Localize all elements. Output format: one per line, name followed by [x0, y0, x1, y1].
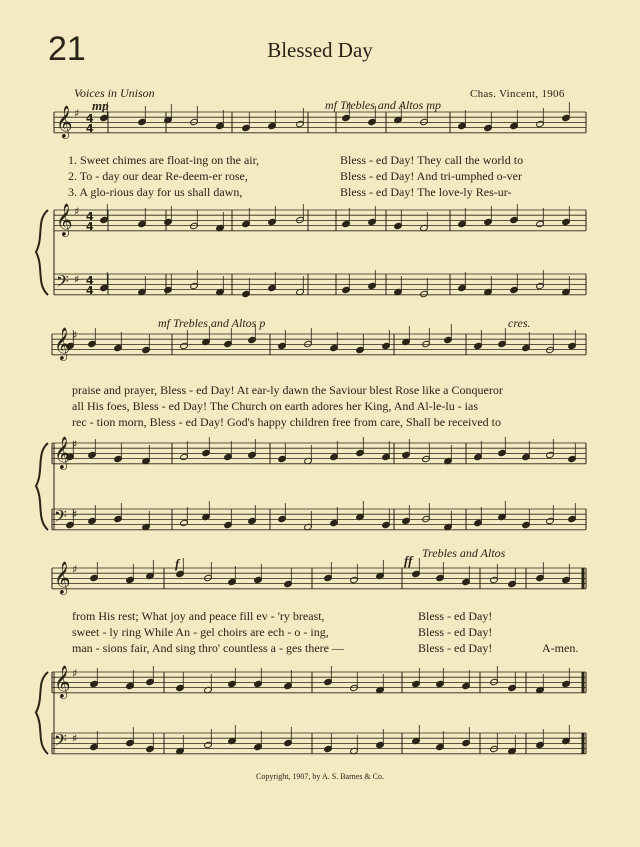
dynamic-mp: mp: [92, 98, 109, 113]
lyric-s3-v1a: from His rest; What joy and peace fill ev - 'ry breast,: [72, 609, 325, 623]
lyric-s2-v1: praise and prayer, Bless - ed Day! At ear-ly dawn the Saviour blest Rose like a Conqueror: [72, 383, 503, 397]
time-signature: 4: [86, 274, 94, 287]
lyric-s1-v1b: Bless - ed Day! They call the world to: [340, 153, 524, 167]
treble-clef-icon: 𝄞: [56, 203, 73, 236]
treble-clef-icon: 𝄞: [54, 665, 71, 698]
sharp-icon: ♯: [72, 667, 78, 680]
sharp-icon: ♯: [72, 732, 78, 745]
time-signature: 4: [86, 112, 94, 125]
system-braces: [36, 210, 54, 754]
bass-clef-icon: 𝄢: [54, 506, 67, 530]
copyright-notice: Copyright, 1907, by A. S. Barnes & Co.: [255, 772, 384, 781]
time-signature: 4: [86, 210, 94, 223]
trebles-altos-direction-2: mf Trebles and Altos p: [158, 316, 266, 330]
sharp-icon: ♯: [72, 329, 78, 342]
sharp-icon: ♯: [72, 438, 78, 451]
staff-lines: [52, 112, 586, 754]
lyric-s3-v1b: Bless - ed Day!: [418, 609, 493, 623]
lyric-s2-v3: rec - tion morn, Bless - ed Day! God's happy children free from care, Shall be received to: [72, 415, 502, 429]
sharp-icon: ♯: [74, 205, 80, 218]
lyric-s3-v3a: man - sions fair, And sing thro' countless a - ges there —: [72, 641, 344, 655]
sharp-icon: ♯: [74, 107, 80, 120]
bar-lines: [52, 112, 586, 754]
lyric-s1-v2b: Bless - ed Day! And tri-umphed o-ver: [340, 169, 522, 183]
piano-brace: [36, 672, 48, 754]
treble-clef-icon: 𝄞: [54, 436, 71, 469]
sharp-icon: ♯: [72, 508, 78, 521]
hymn-number: 21: [48, 30, 86, 68]
dynamic-f: f: [175, 556, 180, 571]
lyric-amen: A-men.: [542, 641, 579, 655]
bass-clef-icon: 𝄢: [54, 730, 67, 754]
lyric-s2-v2: all His foes, Bless - ed Day! The Church on earth adores her King, And Al-le-lu - ias: [72, 399, 479, 413]
sharp-icon: ♯: [72, 563, 78, 576]
lyric-s3-v3b: Bless - ed Day!: [418, 641, 493, 655]
piano-brace: [36, 210, 48, 295]
lyric-s3-v2b: Bless - ed Day!: [418, 625, 493, 639]
composer-credit: Chas. Vincent, 1906: [470, 88, 565, 100]
treble-clef-icon: 𝄞: [56, 105, 73, 138]
time-signature: 4: [86, 284, 94, 297]
piano-brace: [36, 443, 48, 530]
time-signature: 4: [86, 122, 94, 135]
voices-in-unison-label: Voices in Unison: [74, 86, 155, 100]
dynamic-ff: ff: [404, 553, 413, 568]
hymn-title: Blessed Day: [267, 38, 373, 62]
lyric-s1-v3b: Bless - ed Day! The love-ly Res-ur-: [340, 185, 512, 199]
trebles-altos-direction-1: mf Trebles and Altos mp: [325, 98, 442, 112]
lyric-s1-v3a: 3. A glo-rious day for us shall dawn,: [68, 185, 243, 199]
bass-clef-icon: 𝄢: [56, 271, 69, 295]
lyric-s1-v1a: 1. Sweet chimes are float-ing on the air,: [68, 153, 260, 167]
trebles-altos-direction-3: Trebles and Altos: [422, 546, 506, 560]
sharp-icon: ♯: [74, 273, 80, 286]
lyric-s3-v2a: sweet - ly ring While An - gel choirs are ech - o - ing,: [72, 625, 329, 639]
lyric-s1-v2a: 2. To - day our dear Re-deem-er rose,: [68, 169, 248, 183]
time-signature: 4: [86, 220, 94, 233]
cres-direction: cres.: [508, 316, 531, 330]
treble-clef-icon: 𝄞: [54, 327, 71, 360]
treble-clef-icon: 𝄞: [54, 561, 71, 594]
